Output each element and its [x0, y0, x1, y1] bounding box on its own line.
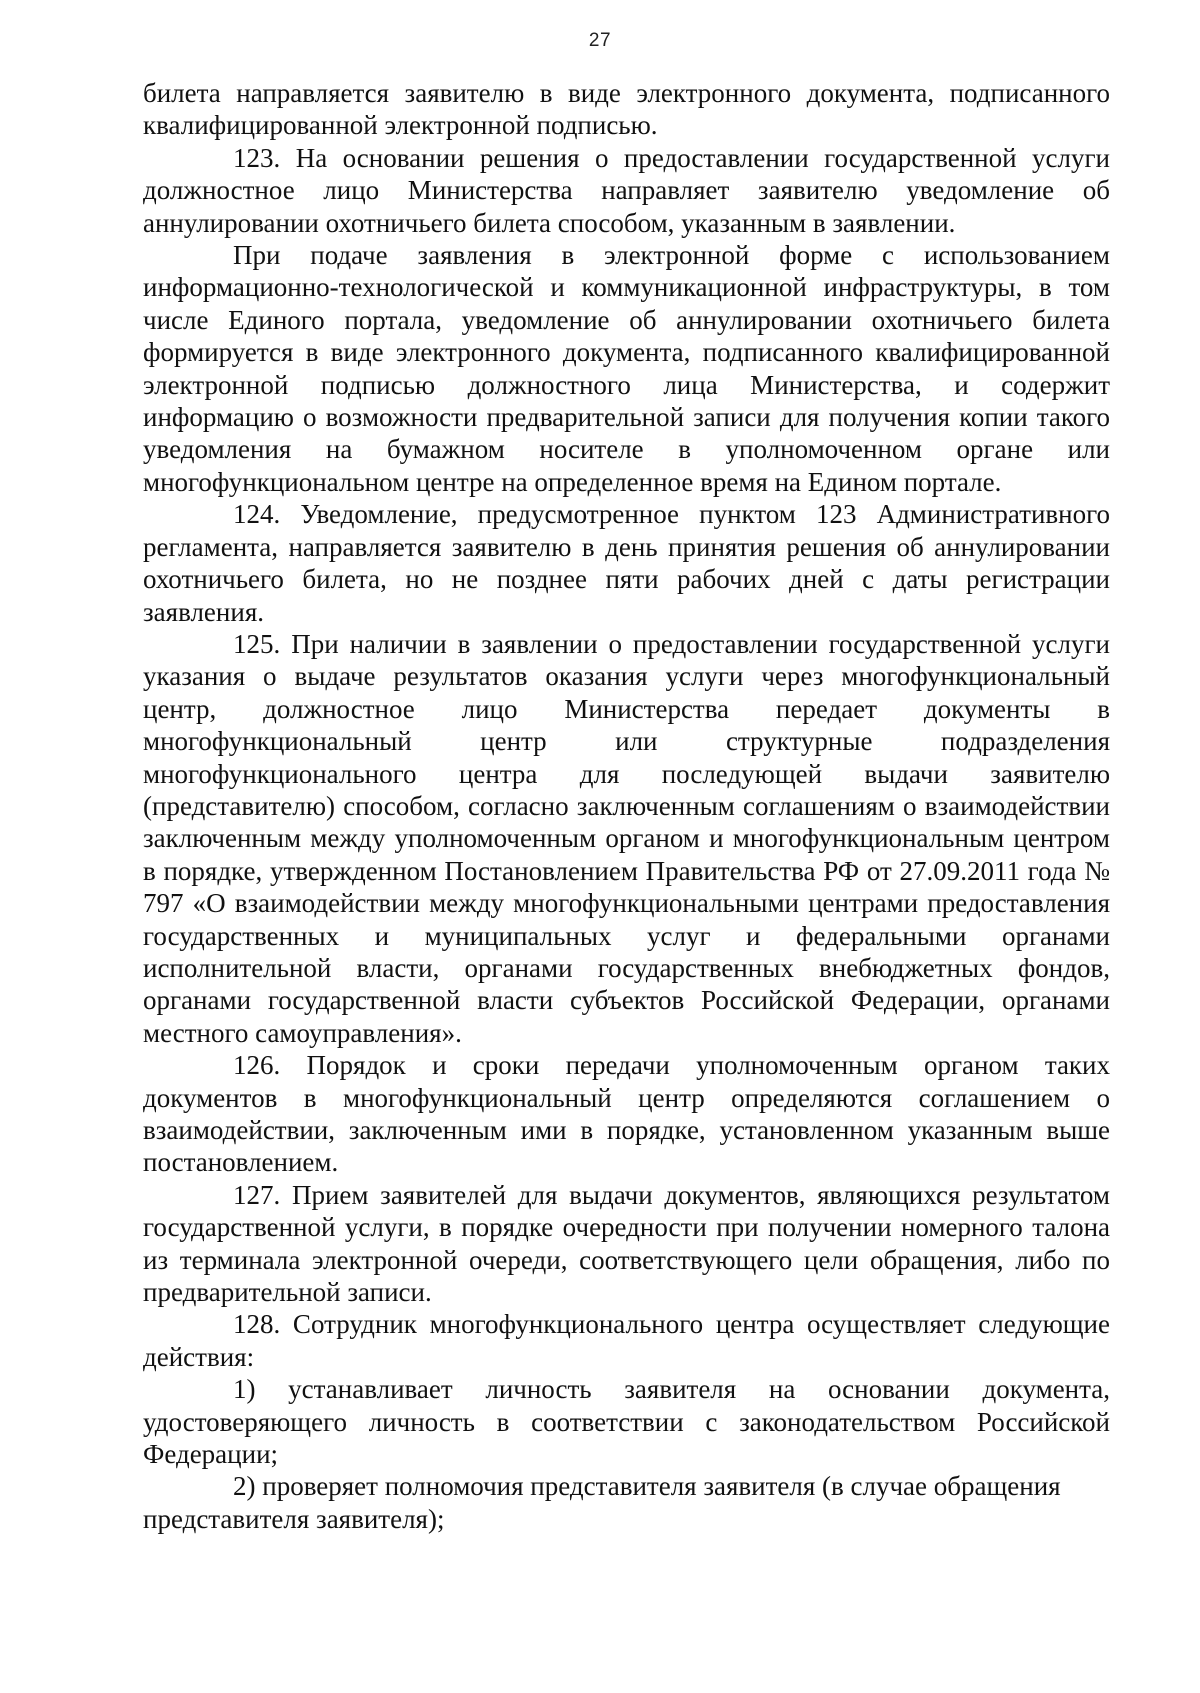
document-body	[143, 77, 1110, 1535]
paragraph-126: 126. Порядок и сроки передачи уполномоченным органом таких документов в многофункциональный центр определяются соглашением о взаимодействии, заключенным ими в порядке, установленном указанным выше постановлением.	[143, 1050, 1110, 1178]
paragraph-123-electronic-form: При подаче заявления в электронной форме с использованием информационно-технологической и коммуникационной инфраструктуры, в том числе Единого портала, уведомление об аннулировании охотничьего билета формируется в виде электронного документа, подписанного квалифицированной электронной подписью должностного лица Министерства, и содержит информацию о возможности предварительной записи для получения копии такого уведомления на бумажном носителе в уполномоченном органе или многофункциональном центре на определенное время на Едином портале.	[143, 240, 1110, 497]
page-number: 27	[588, 30, 612, 51]
list-item-2: 2) проверяет полномочия представителя заявителя (в случае обращения представителя заявителя);	[143, 1471, 1061, 1534]
paragraph-125: 125. При наличии в заявлении о предоставлении государственной услуги указания о выдаче результатов оказания услуги через многофункциональный центр, должностное лицо Министерства передает документы в многофункциональный центр или структурные подразделения многофункционального центра для последующей выдачи заявителю (представителю) способом, согласно заключенным соглашениям о взаимодействии заключенным между уполномоченным органом и многофункциональным центром в порядке, утвержденном Постановлением Правительства РФ от 27.09.2011 года № 797 «О взаимодействии между многофункциональными центрами предоставления государственных и муниципальных услуг и федеральными органами исполнительной власти, органами государственных внебюджетных фондов, органами государственной власти субъектов Российской Федерации, органами местного самоуправления».	[143, 628, 1110, 1048]
paragraph-continuation: билета направляется заявителю в виде электронного документа, подписанного квалифицированной электронной подписью.	[143, 78, 1110, 141]
paragraph-124: 124. Уведомление, предусмотренное пунктом 123 Административного регламента, направляется заявителю в день принятия решения об аннулировании охотничьего билета, но не позднее пяти рабочих дней с даты регистрации заявления.	[143, 499, 1110, 627]
paragraph-127: 127. Прием заявителей для выдачи документов, являющихся результатом государственной услуги, в порядке очередности при получении номерного талона из терминала электронной очереди, соответствующего цели обращения, либо по предварительной записи.	[143, 1179, 1110, 1308]
list-item-1: 1) устанавливает личность заявителя на основании документа, удостоверяющего личность в соответствии с законодательством Российской Федерации;	[143, 1374, 1110, 1470]
paragraph-123: 123. На основании решения о предоставлении государственной услуги должностное лицо Министерства направляет заявителю уведомление об аннулировании охотничьего билета способом, указанным в заявлении.	[143, 142, 1110, 238]
paragraph-128: 128. Сотрудник многофункционального центра осуществляет следующие действия:	[143, 1309, 1110, 1372]
